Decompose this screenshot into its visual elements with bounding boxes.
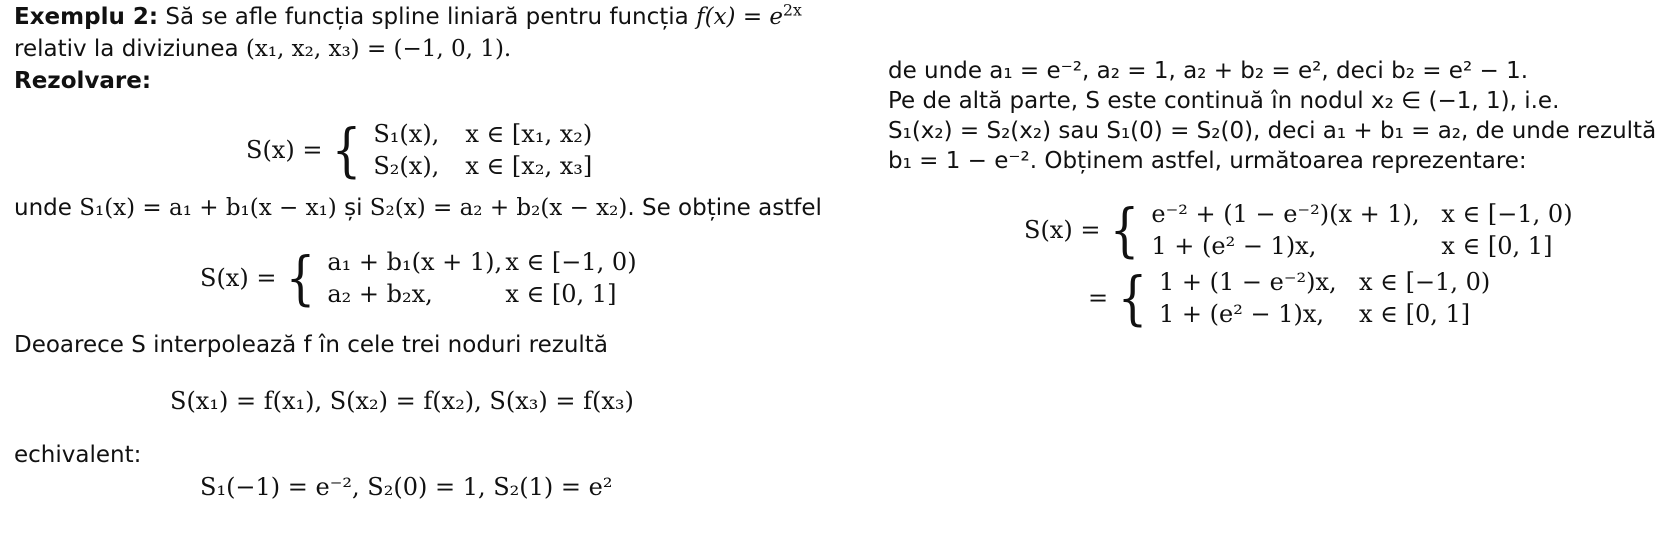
s2-definition: S₂(x) = a₂ + b₂(x − x₂) (369, 195, 628, 221)
equation-spline-simplified (1088, 266, 1490, 330)
equation-spline-coefficients (200, 246, 637, 310)
left-brace: { (1117, 264, 1148, 332)
equation-lhs: = (1088, 283, 1109, 312)
left-brace: { (332, 116, 362, 184)
coefficients-line: de unde a₁ = e⁻², a₂ = 1, a₂ + b₂ = e², deci b₂ = e² − 1. (888, 58, 1529, 84)
equivalent-label: echivalent: (14, 442, 142, 468)
case-row: e⁻² + (1 − e⁻²)(x + 1), x ∈ [−1, 0) (1151, 200, 1573, 228)
equation-spline-general (246, 118, 592, 182)
continuity-condition-line: S₁(x₂) = S₂(x₂) sau S₁(0) = S₂(0), deci a₁ + b₁ = a₂, de unde rezultă (888, 118, 1657, 144)
function-fx: f(x) = e (696, 4, 784, 30)
case-row: S₁(x), x ∈ [x₁, x₂) (373, 120, 593, 148)
solution-heading (14, 66, 151, 97)
s1-definition: S₁(x) = a₁ + b₁(x − x₁) (79, 195, 337, 221)
solution-label: Rezolvare: (14, 68, 152, 94)
case-row: 1 + (e² − 1)x, x ∈ [0, 1] (1159, 300, 1471, 328)
continuity-line: Pe de altă parte, S este continuă în nodul x₂ ∈ (−1, 1), i.e. (888, 88, 1560, 114)
equation-values: S₁(−1) = e⁻², S₂(0) = 1, S₂(1) = e² (200, 473, 613, 501)
case-row: 1 + (1 − e⁻²)x, x ∈ [−1, 0) (1159, 268, 1491, 296)
equation-interpolation: S(x₁) = f(x₁), S(x₂) = f(x₂), S(x₃) = f(x₃) (170, 387, 634, 415)
case-row: a₁ + b₁(x + 1), x ∈ [−1, 0) (327, 248, 637, 276)
example-statement: Să se afle funcția spline liniară pentru funcția (158, 4, 697, 30)
unde-line: unde S₁(x) = a₁ + b₁(x − x₁) și S₂(x) = a₂ + b₂(x − x₂). Se obține astfel (14, 195, 822, 221)
left-brace: { (286, 244, 316, 312)
case-row: S₂(x), x ∈ [x₂, x₃] (373, 152, 593, 180)
division-text: relativ la diviziunea (14, 36, 246, 62)
example-label: Exemplu 2: (14, 4, 159, 30)
division-math: (x₁, x₂, x₃) = (−1, 0, 1). (245, 36, 512, 62)
division-line (14, 34, 511, 65)
equation-lhs: S(x) = (246, 135, 323, 164)
equation-lhs: S(x) = (1024, 215, 1101, 244)
equation-lhs: S(x) = (200, 263, 277, 292)
function-exponent: 2x (783, 0, 802, 20)
left-brace: { (1110, 196, 1140, 264)
example-title-line (14, 2, 802, 33)
result-line: b₁ = 1 − e⁻². Obținem astfel, următoarea reprezentare: (888, 148, 1527, 174)
case-row: 1 + (e² − 1)x, x ∈ [0, 1] (1151, 232, 1553, 260)
case-row: a₂ + b₂x, x ∈ [0, 1] (327, 280, 617, 308)
equation-spline-result (1024, 198, 1573, 262)
interpolation-line: Deoarece S interpolează f în cele trei noduri rezultă (14, 332, 608, 358)
